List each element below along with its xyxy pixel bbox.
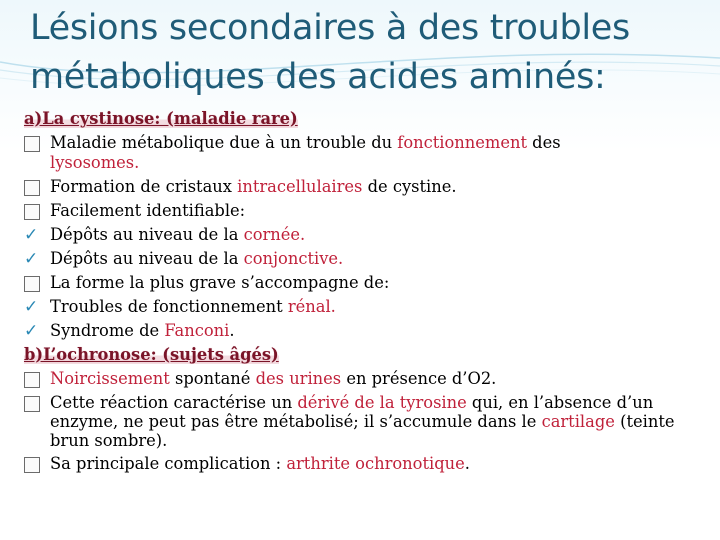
slide-content xyxy=(24,109,714,478)
list-item: ✓ Troubles de fonctionnement rénal. xyxy=(24,297,336,317)
checkmark-icon: ✓ xyxy=(24,297,39,317)
list-item: ✓ Dépôts au niveau de la conjonctive. xyxy=(24,249,344,269)
missing-glyph-box-icon xyxy=(24,273,46,297)
missing-glyph-box-icon xyxy=(24,369,46,393)
checkmark-icon: ✓ xyxy=(24,321,39,341)
list-item: Facilement identifiable: xyxy=(24,201,714,221)
missing-glyph-box-icon xyxy=(24,454,46,478)
section-heading-cystinose: a)La cystinose: (maladie rare) xyxy=(24,109,298,128)
missing-glyph-box-icon xyxy=(24,393,46,416)
missing-glyph-box-icon xyxy=(24,177,46,201)
missing-glyph-box-icon xyxy=(24,133,46,157)
list-item: La forme la plus grave s’accompagne de: xyxy=(24,273,714,293)
missing-glyph-box-icon xyxy=(24,201,46,225)
list-item: ✓ Dépôts au niveau de la cornée. xyxy=(24,225,306,245)
list-item: Formation de cristaux intracellulaires de cystine. xyxy=(24,177,714,197)
list-item: ✓ Syndrome de Fanconi. xyxy=(24,321,235,341)
list-item: Cette réaction caractérise un dérivé de la tyrosine qui, en l’absence d’un enzyme, ne peut pas être métabolisé; il s’accumule dans le cartilage (teinte brun sombre). xyxy=(24,393,714,450)
section-heading-ochronose: b)L’ochronose: (sujets âgés) xyxy=(24,345,279,364)
list-item: Noircissement spontané des urines en présence d’O2. xyxy=(24,369,714,389)
checkmark-icon: ✓ xyxy=(24,249,39,269)
checkmark-icon: ✓ xyxy=(24,225,39,245)
list-item: Maladie métabolique due à un trouble du fonctionnement des lysosomes. xyxy=(24,133,714,173)
list-item: Sa principale complication : arthrite ochronotique. xyxy=(24,454,714,474)
slide-title: Lésions secondaires à des troubles métaboliques des acides aminés: xyxy=(30,8,630,97)
